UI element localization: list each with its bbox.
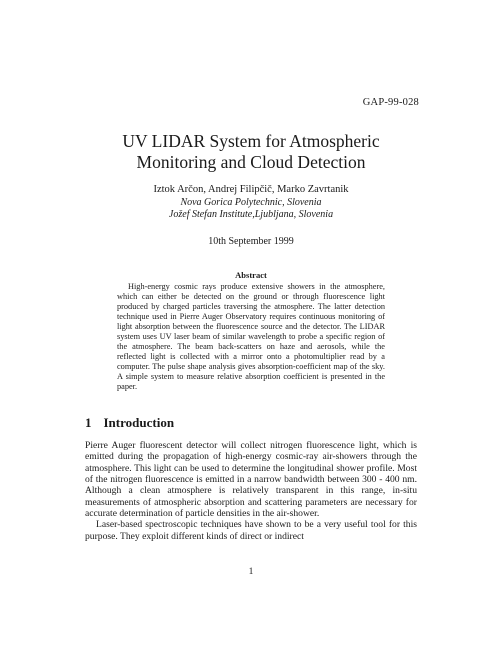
author-block: [0, 184, 502, 222]
title-line-2: Monitoring and Cloud Detection: [136, 152, 366, 172]
paper-date: 10th September 1999: [208, 236, 294, 247]
affiliation-2: Jožef Stefan Institute,Ljubljana, Slovenia: [168, 209, 334, 220]
section-title: Introduction: [103, 415, 175, 430]
abstract-text: High-energy cosmic rays produce extensive showers in the atmosphere, which can either be detected on the ground or through fluorescence light produced by charged particles traversing the atmosphere. The latter detection technique used in Pierre Auger Observatory requires continuous monitoring of light absorption between the fluorescence source and the detector. The LIDAR system uses UV laser beam of similar wavelength to probe a specific region of the atmosphere. The beam back-scatters on haze and aerosols, while the reflected light is collected with a mirror onto a photomultiplier read by a computer. The pulse shape analysis gives absorption-coefficient map of the sky. A simple system to measure relative absorption coefficient is presented in the paper.: [117, 282, 385, 392]
section-heading: [85, 415, 174, 431]
section-body: [85, 440, 417, 542]
title-line-1: UV LIDAR System for Atmospheric: [122, 131, 380, 151]
paragraph: Laser-based spectroscopic techniques have shown to be a very useful tool for this purpose. They exploit different kinds of direct or indirect: [85, 519, 417, 542]
paper-title: [0, 131, 502, 173]
paragraph: Pierre Auger fluorescent detector will collect nitrogen fluorescence light, which is emitted during the propagation of high-energy cosmic-ray air-showers through the atmosphere. This light can be used to determine the longitudinal shower profile. Most of the nitrogen fluorescence is emitted in a narrow bandwidth between 300 - 400 nm. Although a clean atmosphere is relatively transparent in this range, in-situ measurements of atmospheric absorption and scattering parameters are necessary for accurate determination of particle densities in the air-shower.: [85, 440, 417, 520]
author-names: Iztok Arčon, Andrej Filipčič, Marko Zavrtanik: [153, 184, 349, 195]
affiliation-1: Nova Gorica Polytechnic, Slovenia: [180, 196, 322, 208]
abstract-heading: Abstract: [235, 270, 267, 280]
page-number: 1: [248, 567, 254, 577]
section-number: 1: [85, 415, 92, 430]
report-id: GAP-99-028: [362, 97, 419, 108]
